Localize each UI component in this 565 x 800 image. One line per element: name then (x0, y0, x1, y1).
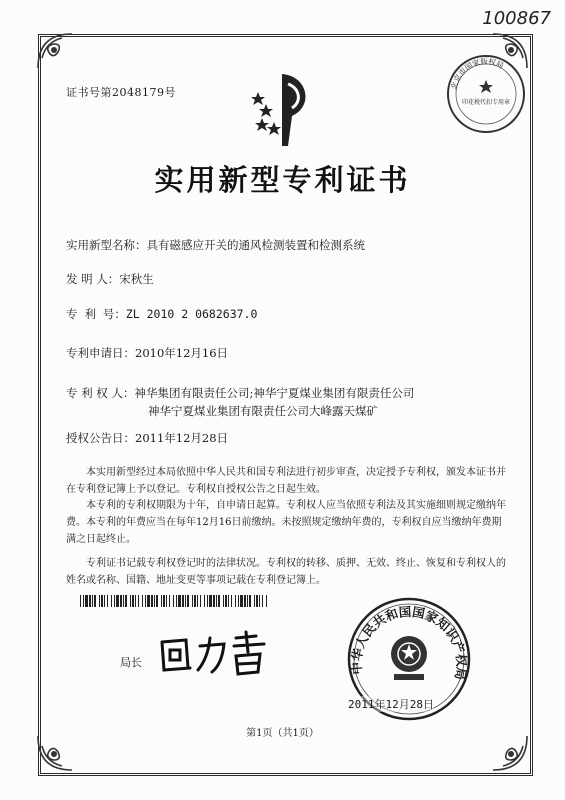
barcode-icon (80, 592, 270, 604)
director-label: 局长 (120, 656, 142, 669)
seal-top-inner-text: 印花税代扣专用章 (461, 99, 511, 106)
seal-date: 2011年12月28日 (348, 698, 434, 711)
svg-text:北京市国家版权局 (448, 56, 505, 91)
page-footer: 第1页（共1页） (246, 728, 319, 739)
utility-model-name: 实用新型名称：具有磁感应开关的通风检测装置和检测系统 (66, 238, 365, 252)
revenue-stamp-seal (444, 52, 528, 136)
seal-top-arc-text: 北京市国家版权局 (449, 56, 506, 91)
patentee-line-1: 专 利 权 人：神华集团有限责任公司;神华宁夏煤业集团有限责任公司 (66, 386, 415, 400)
certificate-title: 实用新型专利证书 (154, 163, 411, 197)
body-paragraph-3: 专利证书记载专利权登记时的法律状况。专利权的转移、质押、无效、终止、恢复和专利权人的姓名或名称、国籍、地址变更等事项记载在专利登记簿上。 (66, 558, 506, 586)
patent-office-emblem-icon (248, 62, 320, 146)
director-signature (156, 628, 286, 680)
body-paragraph-2: 本专利的专利权期限为十年，自申请日起算。专利权人应当依照专利法及其实施细则规定缴纳年费。本专利的年费应当在每年12月16日前缴纳。未按照规定缴纳年费的，专利权自应当缴纳年费期满之日起终止。 (66, 500, 506, 545)
body-paragraph-1: 本实用新型经过本局依照中华人民共和国专利法进行初步审查，决定授予专利权，颁发本证书并在专利登记簿上予以登记。专利权自授权公告之日起生效。 (66, 467, 506, 495)
application-date: 专利申请日：2010年12月16日 (66, 346, 229, 360)
patent-number: 专 利 号：ZL 2010 2 0682637.0 (66, 307, 258, 321)
corner-ornament-icon (32, 28, 78, 74)
grant-date: 授权公告日：2011年12月28日 (66, 431, 229, 445)
inventor: 发 明 人：宋秋生 (66, 272, 154, 286)
seal-main-arc-text: 中华人民共和国国家知识产权局 (348, 603, 470, 682)
handwritten-number: 100867 (482, 8, 551, 29)
patentee-line-2: 神华宁夏煤业集团有限责任公司大峰露天煤矿 (148, 404, 378, 418)
certificate-number: 证书号第2048179号 (66, 86, 176, 99)
